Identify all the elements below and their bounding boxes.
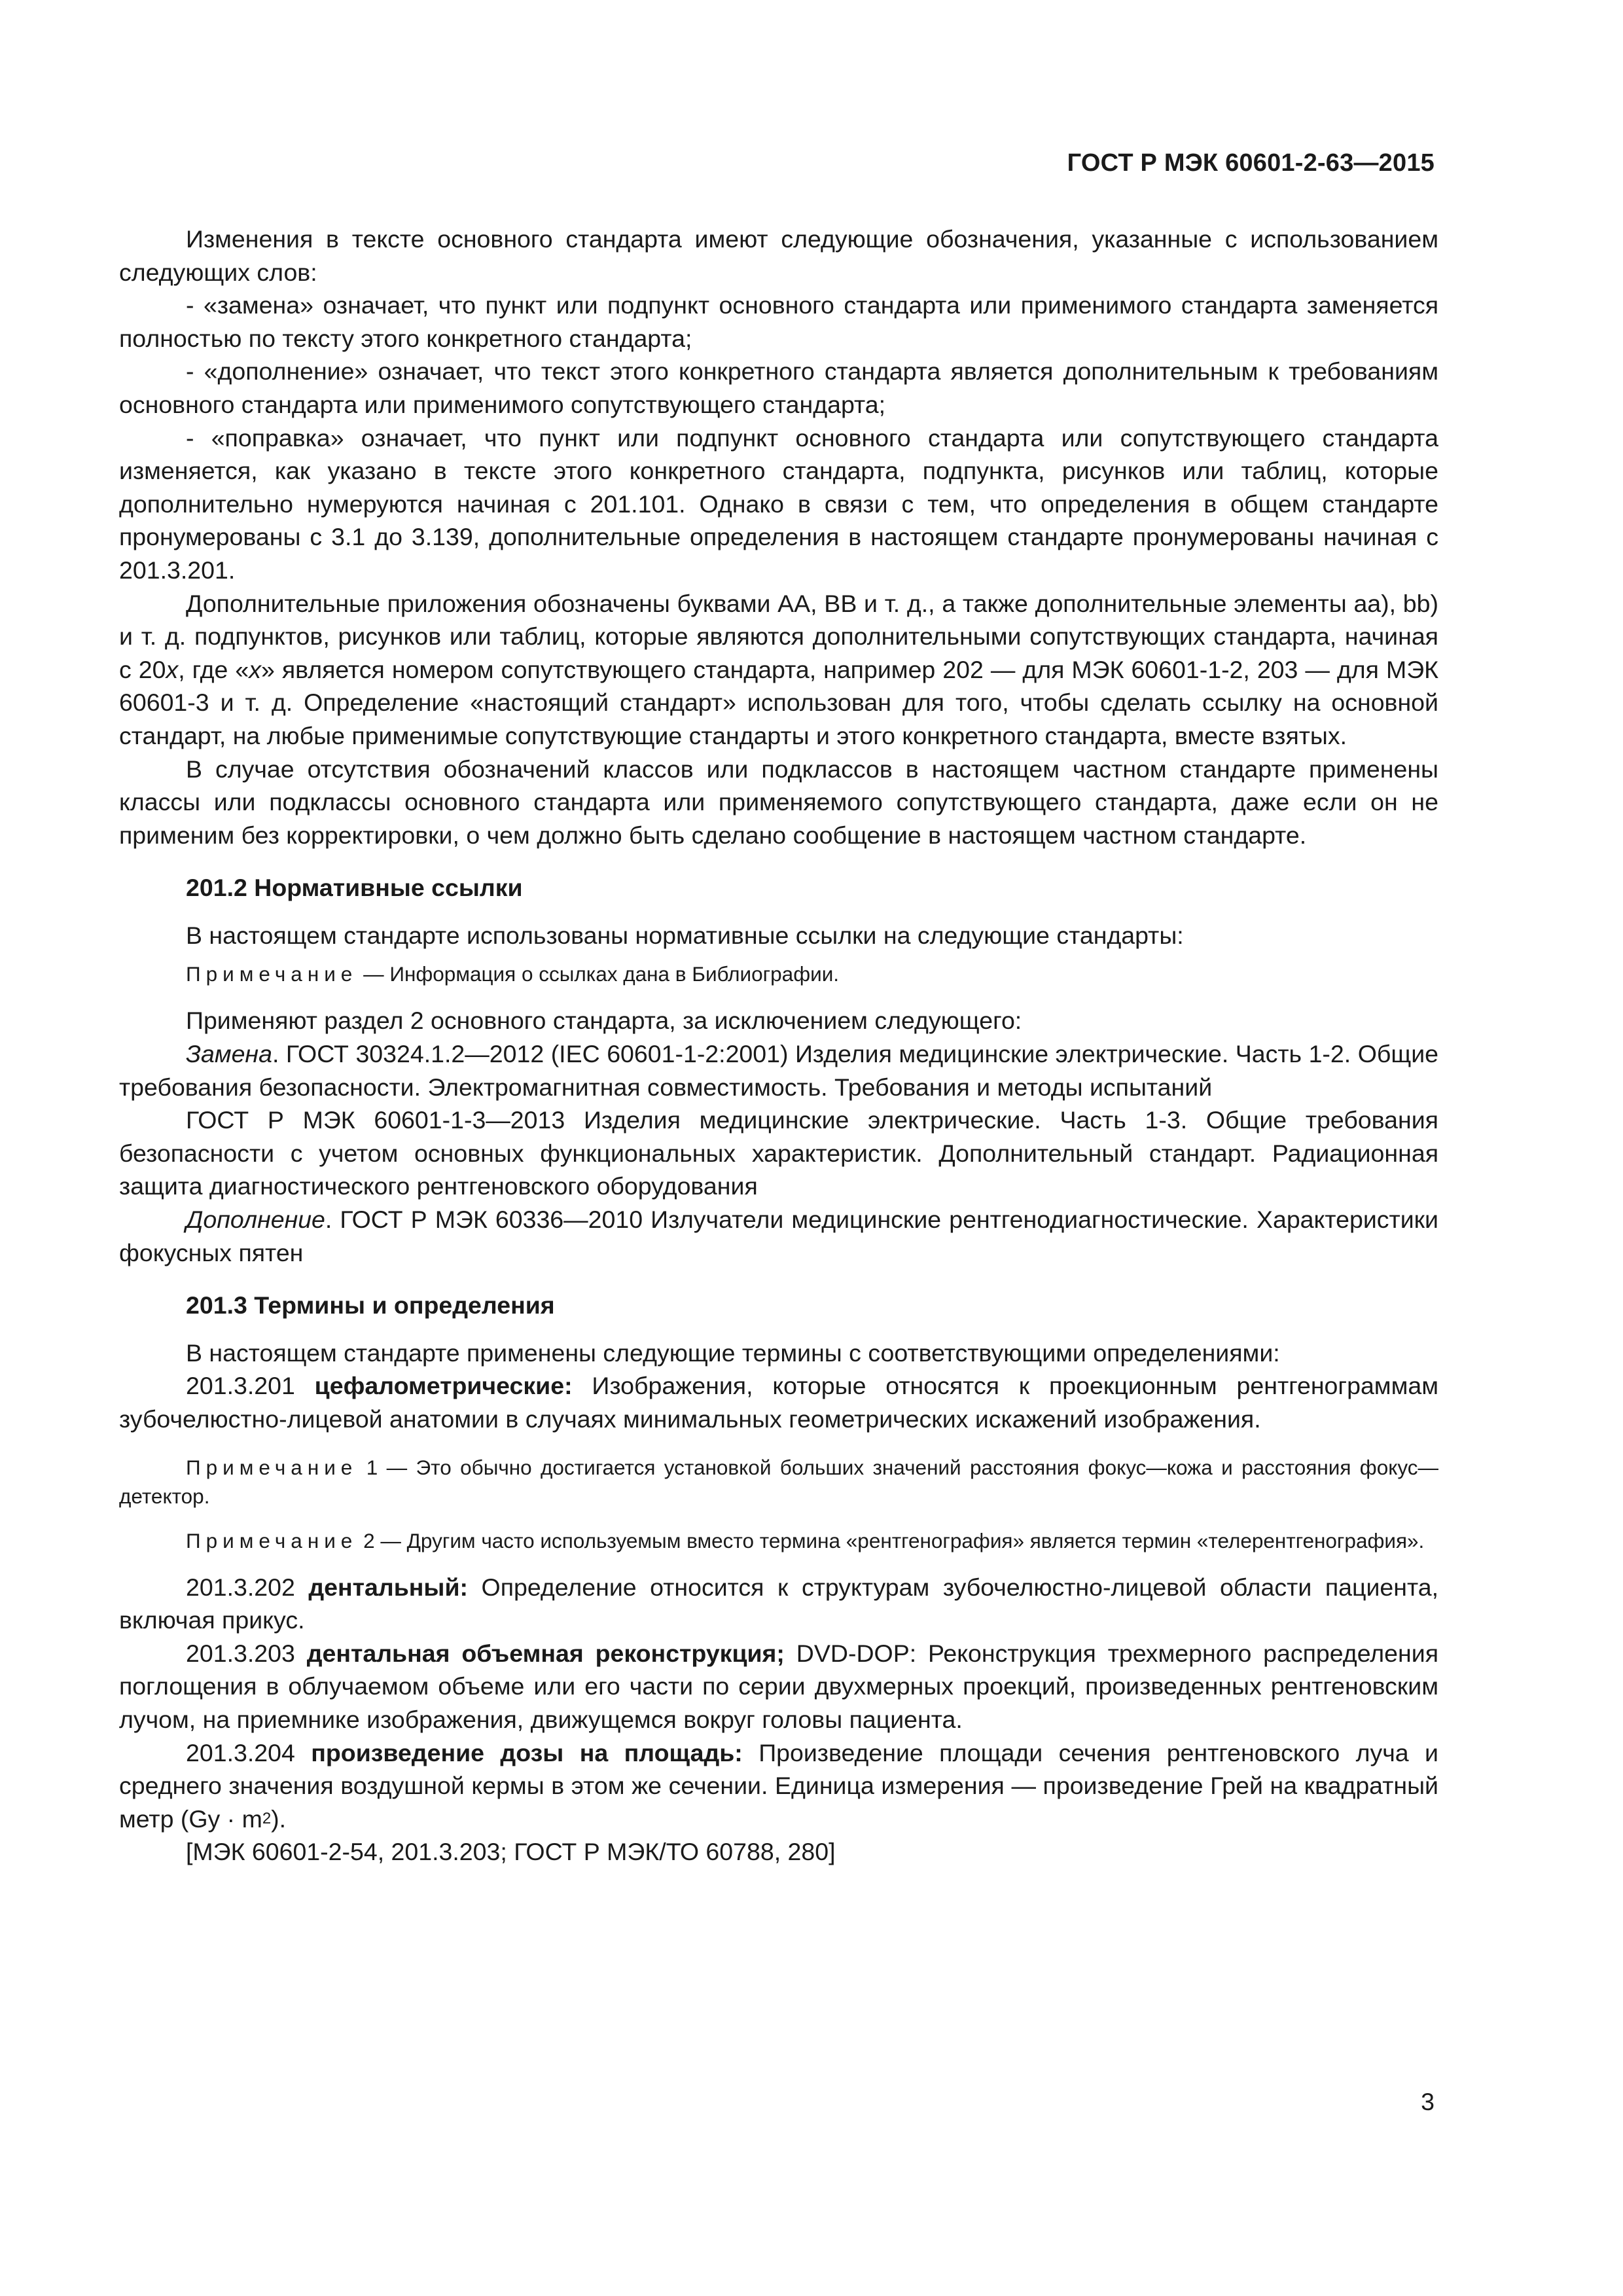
term-title: дентальный: xyxy=(308,1573,468,1601)
annex-paragraph xyxy=(119,587,1438,753)
intro-list-item-amendment: - «поправка» означает, что пункт или подпункт основного стандарта или сопутствующего стандарта изменяется, как указано в тексте этого конкретного стандарта, подпункта, рисунков или таблиц, которые дополнительно нумеруются начиная с 201.101. Однако в связи с тем, что определения в общем стандарте пронумерованы с 3.1 до 3.139, дополнительные определения в настоящем стандарте пронумерованы начиная с 201.3.201. xyxy=(119,423,1438,584)
intro-list-item-addition: - «дополнение» означает, что текст этого конкретного стандарта является дополнительным к требованиям основного стандарта или применимого сопутствующего стандарта; xyxy=(119,357,1438,418)
document-code-header: ГОСТ Р МЭК 60601-2-63—2015 xyxy=(1067,149,1435,177)
normative-addition xyxy=(119,1203,1438,1269)
terms-intro: В настоящем стандарте применены следующие термины с соответствующими определениями: xyxy=(186,1338,1280,1367)
term-source-reference: [МЭК 60601-2-54, 201.3.203; ГОСТ Р МЭК/ТО 60788, 280] xyxy=(186,1838,836,1866)
term-definition-end: ). xyxy=(271,1804,287,1833)
annex-text-c: » является номером сопутствующего стандарта, например 202 — для МЭК 60601-1-2, 203 — для МЭК 60601-3 и т. д. Определение «настоящий стандарт» использован для того, чтобы сделать ссылку на основной стандарт, на любые применимые сопутствующие стандарты и этого конкретного стандарта, вместе взятых. xyxy=(119,655,1438,749)
term-201-3-203 xyxy=(119,1637,1438,1736)
term-title: произведение дозы на площадь: xyxy=(311,1738,743,1767)
note-text: 1 — Это обычно достигается установкой больших значений расстояния фокус—кожа и расстояния фокус—детектор. xyxy=(119,1455,1438,1508)
note-text: 2 — Другим часто используемым вместо термина «рентгенография» является термин «телерентгенография». xyxy=(357,1528,1425,1552)
term-title: цефалометрические: xyxy=(314,1372,573,1400)
term-title: дентальная объемная реконструкция; xyxy=(306,1639,785,1667)
intro-paragraph: Изменения в тексте основного стандарта имеют следующие обозначения, указанные с использованием следующих слов: xyxy=(119,225,1438,286)
term-definition: Изображения, которые относятся к проекционным рентгенограммам зубочелюстно-лицевой анатомии в случаях минимальных геометрических искажений изображения. xyxy=(119,1372,1439,1433)
term-number: 201.3.202 xyxy=(186,1573,309,1601)
normative-replace xyxy=(119,1037,1438,1103)
term-201-3-204 xyxy=(119,1736,1438,1836)
normative-note xyxy=(119,960,1438,988)
term-definition: Определение относится к структурам зубочелюстно-лицевой области пациента, включая прикус. xyxy=(119,1573,1438,1634)
classes-paragraph: В случае отсутствия обозначений классов или подклассов в настоящем частном стандарте применены классы или подклассы основного стандарта или применяемого сопутствующего стандарта, даже если он не применим без корректировки, о чем должно быть сделано сообщение в настоящем частном стандарте. xyxy=(119,755,1438,849)
section-heading-terms: 201.3 Термины и определения xyxy=(186,1291,555,1319)
normative-intro: В настоящем стандарте использованы нормативные ссылки на следующие стандарты: xyxy=(186,921,1184,949)
section-heading-normative-references: 201.2 Нормативные ссылки xyxy=(186,874,523,902)
annex-text-a: Дополнительные приложения обозначены буквами АА, ВВ и т. д., а также дополнительные элементы аа), bb) и т. д. подпунктов, рисунков или таблиц, которые являются дополнительными сопутствующих стандарта, начиная с 20 xyxy=(119,589,1438,683)
term-definition: DVD-DOP: Реконструкция трехмерного распределения поглощения в облучаемом объеме или его части по серии двухмерных проекций, произведенных рентгеновским лучом, на приемнике изображения, движущемся вокруг головы пациента. xyxy=(119,1639,1439,1733)
annex-text-b: , где « xyxy=(178,655,249,683)
replace-text: . ГОСТ 30324.1.2—2012 (IEC 60601-1-2:2001) Изделия медицинские электрические. Часть 1-2. Общие требования безопасности. Электромагнитная совместимость. Требования и методы испытаний xyxy=(119,1040,1438,1101)
term-note-2 xyxy=(119,1526,1438,1555)
addition-text: . ГОСТ Р МЭК 60336—2010 Излучатели медицинские рентгенодиагностические. Характеристики фокусных пятен xyxy=(119,1206,1438,1266)
note-label: Примечание xyxy=(186,1528,358,1552)
note-label: Примечание xyxy=(186,962,358,986)
term-definition: Произведение площади сечения рентгеновского луча и среднего значения воздушной кермы в этом же сечении. Единица измерения — произведение Грей на квадратный метр (Gy · m xyxy=(119,1738,1438,1833)
note-text: — Информация о ссылках дана в Библиографии. xyxy=(357,962,840,986)
term-number: 201.3.201 xyxy=(186,1372,315,1400)
addition-label: Дополнение xyxy=(186,1206,325,1234)
page-content xyxy=(119,223,1438,1869)
note-label: Примечание xyxy=(186,1455,358,1479)
normative-apply: Применяют раздел 2 основного стандарта, за исключением следующего: xyxy=(186,1007,1022,1035)
term-201-3-202 xyxy=(119,1571,1438,1637)
normative-reference-60601-1-3: ГОСТ Р МЭК 60601-1-3—2013 Изделия медицинские электрические. Часть 1-3. Общие требования безопасности с учетом основных функциональных характеристик. Дополнительный стандарт. Радиационная защита диагностического рентгеновского оборудования xyxy=(119,1106,1438,1200)
term-number: 201.3.204 xyxy=(186,1738,312,1767)
intro-list-item-replace: - «замена» означает, что пункт или подпункт основного стандарта или применимого стандарта заменяется полностью по тексту этого конкретного стандарта; xyxy=(119,291,1438,352)
term-number: 201.3.203 xyxy=(186,1639,307,1667)
annex-var-x1: x xyxy=(166,655,179,683)
annex-var-x2: x xyxy=(249,655,261,683)
superscript-2: 2 xyxy=(262,1809,272,1827)
page-number: 3 xyxy=(1421,2088,1435,2115)
term-note-1 xyxy=(119,1453,1438,1511)
term-201-3-201 xyxy=(119,1369,1438,1435)
replace-label: Замена xyxy=(186,1040,272,1068)
